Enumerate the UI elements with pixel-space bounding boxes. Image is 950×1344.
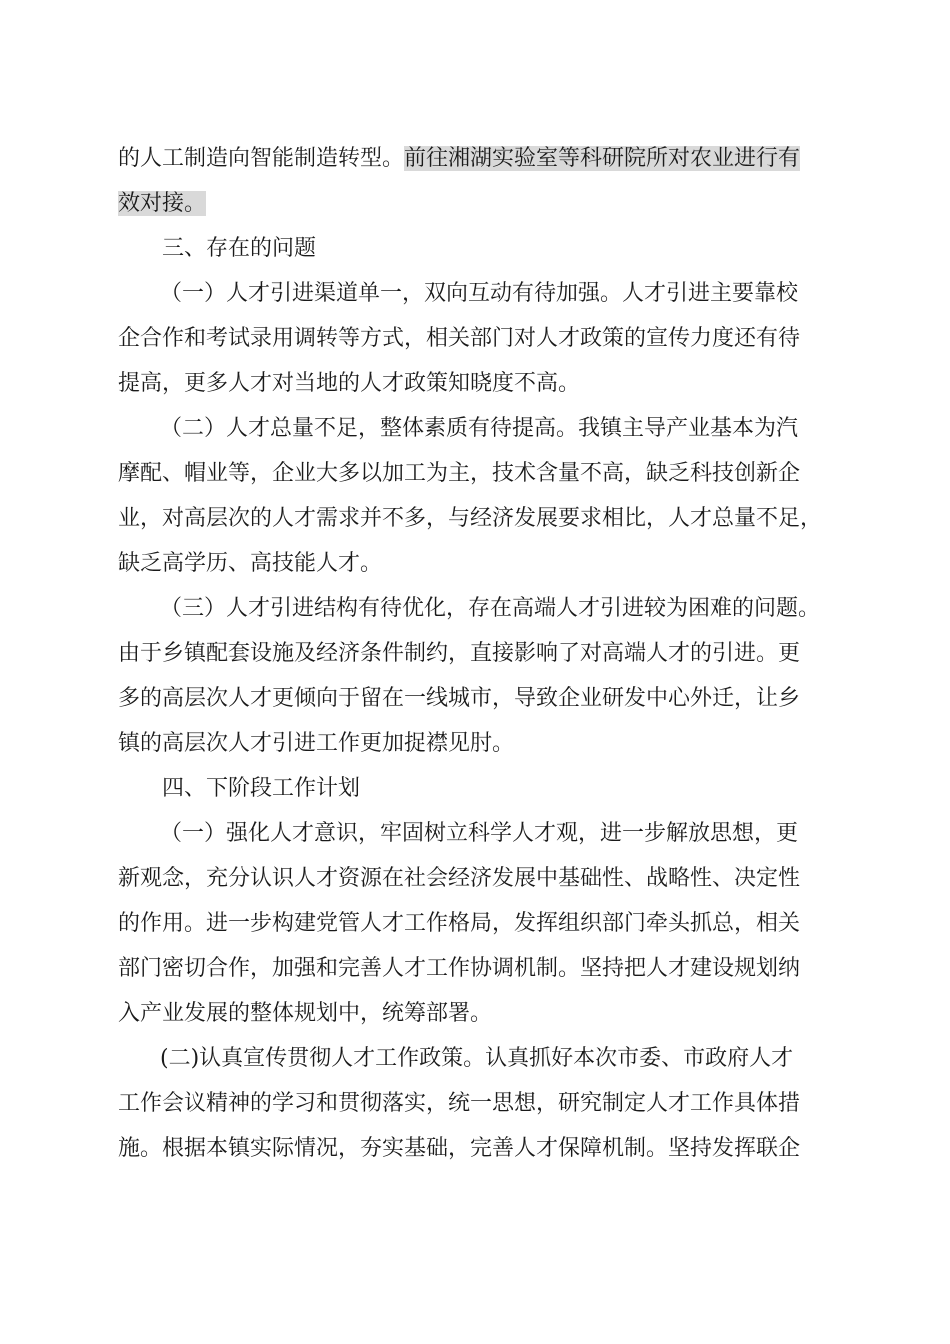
text-segment: 三、存在的问题 — [162, 236, 317, 261]
highlighted-text: 效对接。 — [118, 191, 207, 216]
text-segment: 新观念，充分认识人才资源在社会经济发展中基础性、战略性、决定性 — [118, 866, 801, 891]
text-line — [118, 188, 206, 220]
text-segment: （三）人才引进结构有待优化，存在高端人才引进较为困难的问题。 — [160, 596, 821, 621]
text-line — [118, 863, 800, 895]
text-segment: 镇的高层次人才引进工作更加捉襟见肘。 — [118, 731, 515, 756]
text-segment: 业，对高层次的人才需求并不多，与经济发展要求相比，人才总量不足， — [118, 506, 823, 531]
text-segment: 提高，更多人才对当地的人才政策知晓度不高。 — [118, 371, 581, 396]
text-segment: (二)认真宣传贯彻人才工作政策。认真抓好本次市委、市政府人才 — [160, 1046, 794, 1071]
text-line — [118, 683, 800, 715]
text-segment: 施。根据本镇实际情况，夯实基础，完善人才保障机制。坚持发挥联企 — [118, 1136, 801, 1161]
text-segment: 入产业发展的整体规划中，统筹部署。 — [118, 1001, 493, 1026]
text-line — [118, 998, 492, 1030]
text-line — [160, 1043, 793, 1075]
text-line — [118, 458, 800, 490]
text-segment: 四、下阶段工作计划 — [162, 776, 361, 801]
text-line — [118, 1133, 800, 1165]
text-line — [118, 1088, 800, 1120]
text-segment: （一）人才引进渠道单一，双向互动有待加强。人才引进主要靠校 — [160, 281, 799, 306]
text-line — [118, 143, 800, 175]
text-line — [160, 593, 820, 625]
text-line — [118, 503, 822, 535]
text-segment: 工作会议精神的学习和贯彻落实，统一思想，研究制定人才工作具体措 — [118, 1091, 801, 1116]
highlighted-text: 前往湘湖实验室等科研院所对农业进行有 — [404, 146, 801, 171]
text-segment: 企合作和考试录用调转等方式，相关部门对人才政策的宣传力度还有待 — [118, 326, 801, 351]
text-line — [160, 278, 798, 310]
text-line — [118, 548, 382, 580]
text-segment: 缺乏高学历、高技能人才。 — [118, 551, 383, 576]
text-line — [118, 368, 580, 400]
text-line — [118, 728, 514, 760]
text-segment: 多的高层次人才更倾向于留在一线城市，导致企业研发中心外迁，让乡 — [118, 686, 801, 711]
text-line — [160, 413, 798, 445]
text-line — [160, 818, 798, 850]
text-segment: 的人工制造向智能制造转型。 — [118, 146, 405, 171]
text-line — [118, 953, 800, 985]
text-segment: 部门密切合作，加强和完善人才工作协调机制。坚持把人才建设规划纳 — [118, 956, 801, 981]
section-heading — [162, 233, 316, 265]
text-line — [118, 638, 800, 670]
text-line — [118, 323, 800, 355]
text-segment: （二）人才总量不足，整体素质有待提高。我镇主导产业基本为汽 — [160, 416, 799, 441]
text-segment: （一）强化人才意识，牢固树立科学人才观，进一步解放思想，更 — [160, 821, 799, 846]
text-segment: 的作用。进一步构建党管人才工作格局，发挥组织部门牵头抓总，相关 — [118, 911, 801, 936]
section-heading — [162, 773, 360, 805]
text-line — [118, 908, 800, 940]
text-segment: 摩配、帽业等，企业大多以加工为主，技术含量不高，缺乏科技创新企 — [118, 461, 801, 486]
text-segment: 由于乡镇配套设施及经济条件制约，直接影响了对高端人才的引进。更 — [118, 641, 801, 666]
